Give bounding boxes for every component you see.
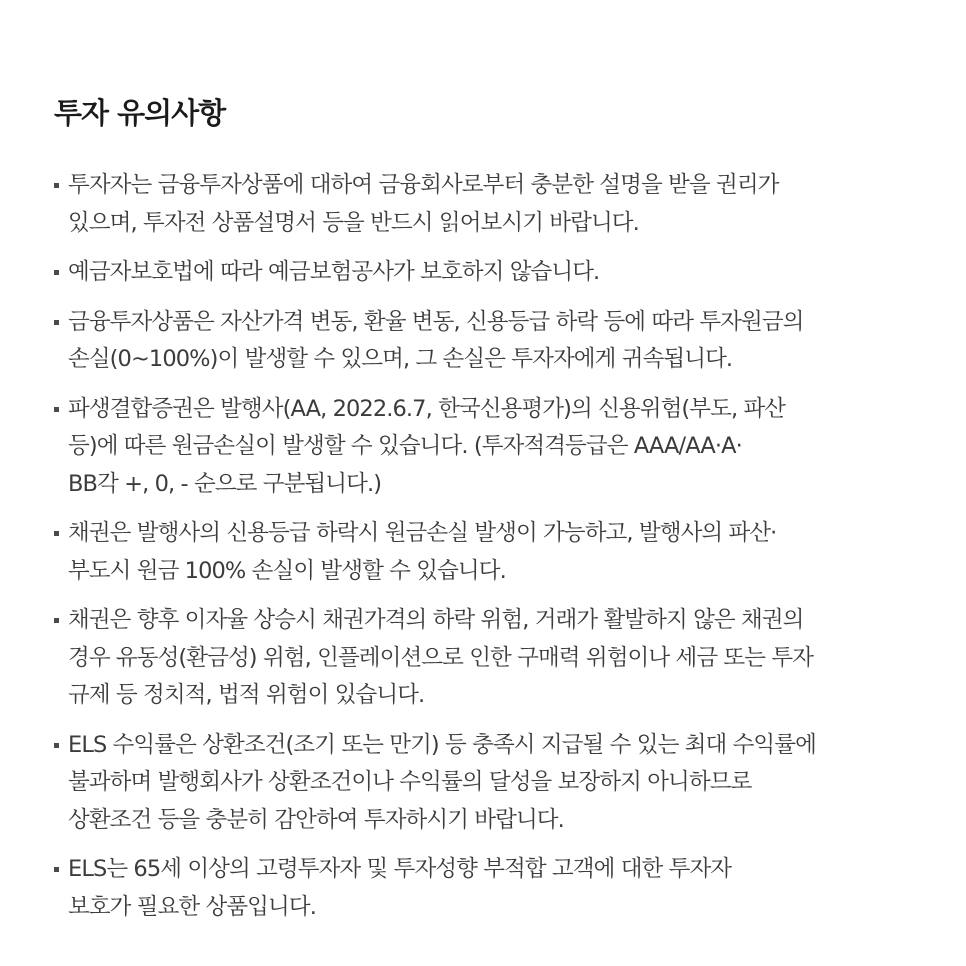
bullet-icon [54, 407, 59, 412]
notice-text-line: 불과하며 발행회사가 상환조건이나 수익률의 달성을 보장하지 아니하므로 [68, 769, 752, 795]
notice-text-line: ELS 수익률은 상환조건(조기 또는 만기) 등 충족시 지급될 수 있는 최대 수익률에 [68, 731, 816, 758]
bullet-icon [54, 867, 59, 872]
notice-text-line: 파생결합증권은 발행사(AA, 2022.6.7, 한국신용평가)의 신용위험(부도, 파산 [68, 395, 786, 422]
notice-text-line: 경우 유동성(환금성) 위험, 인플레이션으로 인한 구매력 위험이나 세금 또는 투자 [68, 644, 813, 671]
notice-text-line: 금융투자상품은 자산가격 변동, 환율 변동, 신용등급 하락 등에 따라 투자원금의 [68, 308, 804, 335]
bullet-icon [54, 183, 59, 188]
notice-item [54, 254, 936, 292]
notice-text-line: 등)에 따른 원금손실이 발생할 수 있습니다. (투자적격등급은 AAA/AA·A· [68, 433, 742, 459]
notice-text-line: BB각 +, 0, - 순으로 구분됩니다.) [68, 470, 382, 497]
notice-text-line: ELS는 65세 이상의 고령투자자 및 투자성향 부적합 고객에 대한 투자자 [68, 856, 732, 882]
notice-item [54, 304, 936, 379]
notice-item [54, 727, 936, 840]
notice-text-line: 채권은 발행사의 신용등급 하락시 원금손실 발생이 가능하고, 발행사의 파산· [68, 520, 777, 546]
notice-text-line: 채권은 향후 이자율 상승시 채권가격의 하락 위험, 거래가 활발하지 않은 채권의 [68, 607, 804, 633]
notice-text-line: 상환조건 등을 충분히 감안하여 투자하시기 바랍니다. [68, 806, 564, 833]
notice-list [54, 167, 936, 926]
notice-text-line: 손실(0~100%)이 발생할 수 있으며, 그 손실은 투자자에게 귀속됩니다. [68, 346, 733, 372]
bullet-icon [54, 618, 59, 623]
notice-item [54, 602, 936, 715]
notice-text-line: 예금자보호법에 따라 예금보험공사가 보호하지 않습니다. [68, 259, 600, 285]
notice-item [54, 391, 936, 504]
notice-text-line: 있으며, 투자전 상품설명서 등을 반드시 읽어보시기 바랍니다. [68, 209, 639, 236]
bullet-icon [54, 531, 59, 536]
notice-item [54, 167, 936, 242]
notice-text-line: 규제 등 정치적, 법적 위험이 있습니다. [68, 682, 425, 708]
notice-item [54, 515, 936, 590]
notice-text-line: 부도시 원금 100% 손실이 발생할 수 있습니다. [68, 557, 506, 584]
notice-text-line: 보호가 필요한 상품입니다. [68, 893, 316, 920]
notice-text-line: 투자자는 금융투자상품에 대하여 금융회사로부터 충분한 설명을 받을 권리가 [68, 172, 779, 198]
bullet-icon [54, 743, 59, 748]
bullet-icon [54, 320, 59, 325]
notice-item [54, 851, 936, 926]
bullet-icon [54, 270, 59, 275]
page-title: 투자 유의사항 [54, 96, 226, 130]
